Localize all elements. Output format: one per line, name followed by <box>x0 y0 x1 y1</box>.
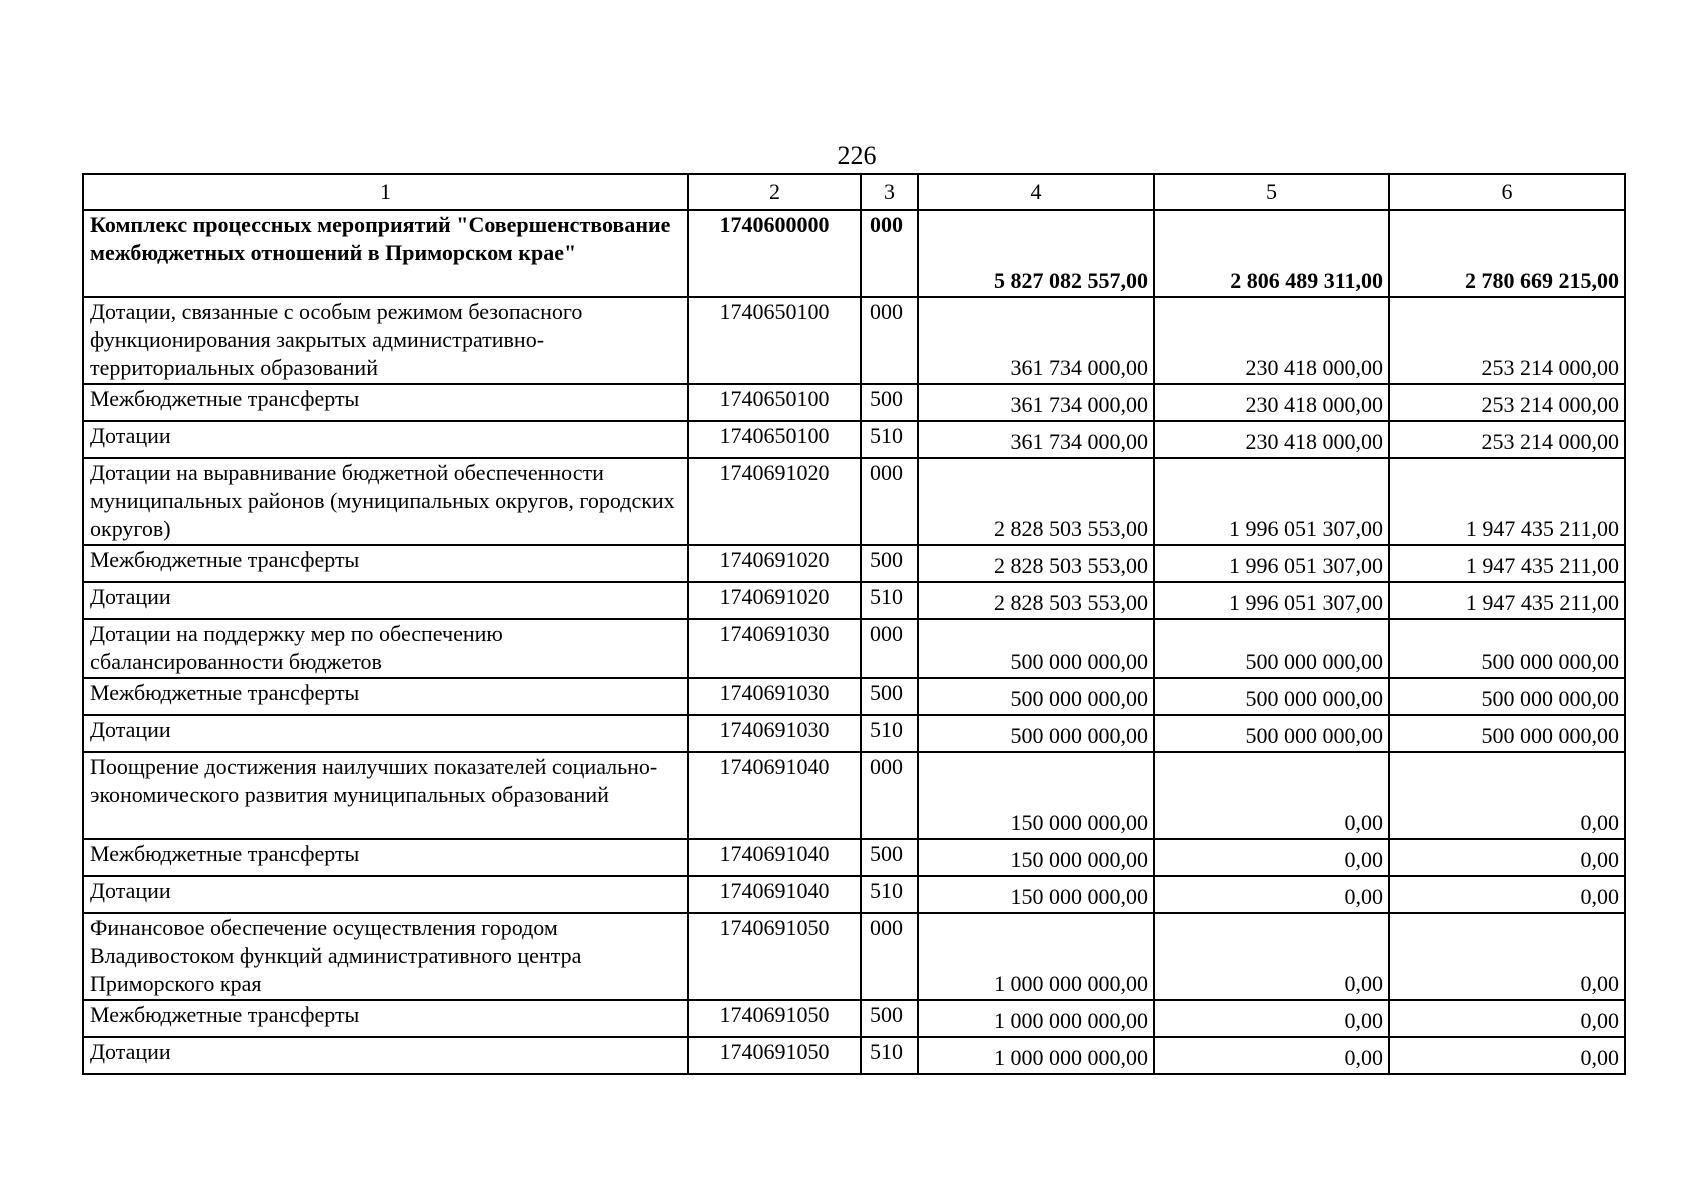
row-type-cell: 510 <box>861 421 918 458</box>
row-amount-col4: 500 000 000,00 <box>918 715 1154 752</box>
row-type-cell: 510 <box>861 715 918 752</box>
row-type-cell: 000 <box>861 210 918 297</box>
row-code-cell: 1740691040 <box>688 752 861 839</box>
row-amount-col6: 0,00 <box>1389 876 1625 913</box>
row-name-cell: Дотации, связанные с особым режимом безопасного функционирования закрытых административно-территориальных образований <box>83 297 688 384</box>
table-row <box>83 545 1625 582</box>
column-header: 4 <box>918 174 1154 210</box>
row-amount-col6: 500 000 000,00 <box>1389 715 1625 752</box>
row-type-cell: 000 <box>861 458 918 545</box>
row-code-cell: 1740691050 <box>688 1037 861 1074</box>
row-amount-col5: 0,00 <box>1154 1000 1389 1037</box>
table-row <box>83 752 1625 839</box>
row-amount-col6: 1 947 435 211,00 <box>1389 582 1625 619</box>
row-type-cell: 500 <box>861 545 918 582</box>
row-type-cell: 500 <box>861 1000 918 1037</box>
row-code-cell: 1740650100 <box>688 421 861 458</box>
row-amount-col6: 253 214 000,00 <box>1389 297 1625 384</box>
table-row <box>83 458 1625 545</box>
row-name-cell: Дотации <box>83 582 688 619</box>
row-amount-col4: 2 828 503 553,00 <box>918 582 1154 619</box>
row-name-cell: Межбюджетные трансферты <box>83 678 688 715</box>
table-body <box>83 174 1625 1074</box>
column-header: 6 <box>1389 174 1625 210</box>
row-amount-col6: 0,00 <box>1389 913 1625 1000</box>
row-amount-col6: 253 214 000,00 <box>1389 421 1625 458</box>
row-amount-col4: 2 828 503 553,00 <box>918 545 1154 582</box>
row-name-cell: Межбюджетные трансферты <box>83 545 688 582</box>
row-amount-col5: 0,00 <box>1154 839 1389 876</box>
row-amount-col4: 361 734 000,00 <box>918 384 1154 421</box>
row-code-cell: 1740600000 <box>688 210 861 297</box>
row-amount-col5: 1 996 051 307,00 <box>1154 545 1389 582</box>
row-code-cell: 1740691030 <box>688 619 861 678</box>
row-amount-col6: 1 947 435 211,00 <box>1389 458 1625 545</box>
table-row <box>83 715 1625 752</box>
row-amount-col4: 2 828 503 553,00 <box>918 458 1154 545</box>
row-code-cell: 1740691040 <box>688 839 861 876</box>
column-header: 5 <box>1154 174 1389 210</box>
row-amount-col6: 253 214 000,00 <box>1389 384 1625 421</box>
row-code-cell: 1740650100 <box>688 384 861 421</box>
row-name-cell: Дотации на поддержку мер по обеспечению сбалансированности бюджетов <box>83 619 688 678</box>
page-number: 226 <box>837 141 877 170</box>
table-row <box>83 876 1625 913</box>
row-name-cell: Дотации <box>83 715 688 752</box>
row-type-cell: 000 <box>861 913 918 1000</box>
table-row <box>83 1000 1625 1037</box>
table-row <box>83 1037 1625 1074</box>
row-amount-col5: 500 000 000,00 <box>1154 619 1389 678</box>
row-type-cell: 510 <box>861 876 918 913</box>
row-code-cell: 1740691020 <box>688 545 861 582</box>
table-row <box>83 582 1625 619</box>
row-type-cell: 510 <box>861 1037 918 1074</box>
row-code-cell: 1740691030 <box>688 678 861 715</box>
row-name-cell: Дотации <box>83 1037 688 1074</box>
row-amount-col6: 0,00 <box>1389 1000 1625 1037</box>
row-amount-col5: 1 996 051 307,00 <box>1154 582 1389 619</box>
row-name-cell: Дотации <box>83 421 688 458</box>
row-amount-col4: 150 000 000,00 <box>918 752 1154 839</box>
table-row <box>83 839 1625 876</box>
row-amount-col6: 0,00 <box>1389 752 1625 839</box>
table-row <box>83 678 1625 715</box>
row-type-cell: 000 <box>861 297 918 384</box>
column-number-row <box>83 174 1625 210</box>
table-row <box>83 297 1625 384</box>
row-type-cell: 500 <box>861 384 918 421</box>
row-amount-col6: 2 780 669 215,00 <box>1389 210 1625 297</box>
row-type-cell: 000 <box>861 619 918 678</box>
row-code-cell: 1740691050 <box>688 1000 861 1037</box>
row-amount-col5: 230 418 000,00 <box>1154 297 1389 384</box>
row-amount-col6: 500 000 000,00 <box>1389 619 1625 678</box>
row-amount-col4: 1 000 000 000,00 <box>918 1037 1154 1074</box>
row-amount-col4: 150 000 000,00 <box>918 839 1154 876</box>
row-type-cell: 500 <box>861 678 918 715</box>
row-name-cell: Межбюджетные трансферты <box>83 839 688 876</box>
row-amount-col4: 361 734 000,00 <box>918 421 1154 458</box>
table-row <box>83 619 1625 678</box>
row-amount-col4: 150 000 000,00 <box>918 876 1154 913</box>
row-amount-col5: 500 000 000,00 <box>1154 678 1389 715</box>
table-row <box>83 421 1625 458</box>
row-amount-col5: 500 000 000,00 <box>1154 715 1389 752</box>
column-header: 1 <box>83 174 688 210</box>
row-code-cell: 1740691030 <box>688 715 861 752</box>
row-code-cell: 1740691040 <box>688 876 861 913</box>
row-amount-col5: 0,00 <box>1154 913 1389 1000</box>
row-amount-col5: 1 996 051 307,00 <box>1154 458 1389 545</box>
row-amount-col5: 230 418 000,00 <box>1154 421 1389 458</box>
row-amount-col5: 2 806 489 311,00 <box>1154 210 1389 297</box>
row-amount-col4: 361 734 000,00 <box>918 297 1154 384</box>
row-name-cell: Дотации на выравнивание бюджетной обеспеченности муниципальных районов (муниципальных округов, городских округов) <box>83 458 688 545</box>
row-code-cell: 1740691020 <box>688 458 861 545</box>
row-amount-col5: 230 418 000,00 <box>1154 384 1389 421</box>
column-header: 2 <box>688 174 861 210</box>
row-amount-col4: 500 000 000,00 <box>918 678 1154 715</box>
row-code-cell: 1740650100 <box>688 297 861 384</box>
row-amount-col4: 500 000 000,00 <box>918 619 1154 678</box>
table-row <box>83 913 1625 1000</box>
row-amount-col6: 500 000 000,00 <box>1389 678 1625 715</box>
row-amount-col4: 5 827 082 557,00 <box>918 210 1154 297</box>
row-amount-col4: 1 000 000 000,00 <box>918 913 1154 1000</box>
table-row <box>83 210 1625 297</box>
row-name-cell: Финансовое обеспечение осуществления городом Владивостоком функций административного центра Приморского края <box>83 913 688 1000</box>
row-amount-col5: 0,00 <box>1154 876 1389 913</box>
row-name-cell: Межбюджетные трансферты <box>83 384 688 421</box>
row-type-cell: 500 <box>861 839 918 876</box>
row-amount-col5: 0,00 <box>1154 752 1389 839</box>
table-row <box>83 384 1625 421</box>
row-code-cell: 1740691020 <box>688 582 861 619</box>
row-type-cell: 510 <box>861 582 918 619</box>
row-name-cell: Межбюджетные трансферты <box>83 1000 688 1037</box>
row-name-cell: Комплекс процессных мероприятий "Совершенствование межбюджетных отношений в Приморском крае" <box>83 210 688 297</box>
column-header: 3 <box>861 174 918 210</box>
row-code-cell: 1740691050 <box>688 913 861 1000</box>
row-type-cell: 000 <box>861 752 918 839</box>
row-amount-col4: 1 000 000 000,00 <box>918 1000 1154 1037</box>
row-amount-col6: 0,00 <box>1389 1037 1625 1074</box>
row-amount-col5: 0,00 <box>1154 1037 1389 1074</box>
row-name-cell: Поощрение достижения наилучших показателей социально-экономического развития муниципальных образований <box>83 752 688 839</box>
row-name-cell: Дотации <box>83 876 688 913</box>
row-amount-col6: 0,00 <box>1389 839 1625 876</box>
row-amount-col6: 1 947 435 211,00 <box>1389 545 1625 582</box>
budget-table <box>82 173 1626 1075</box>
